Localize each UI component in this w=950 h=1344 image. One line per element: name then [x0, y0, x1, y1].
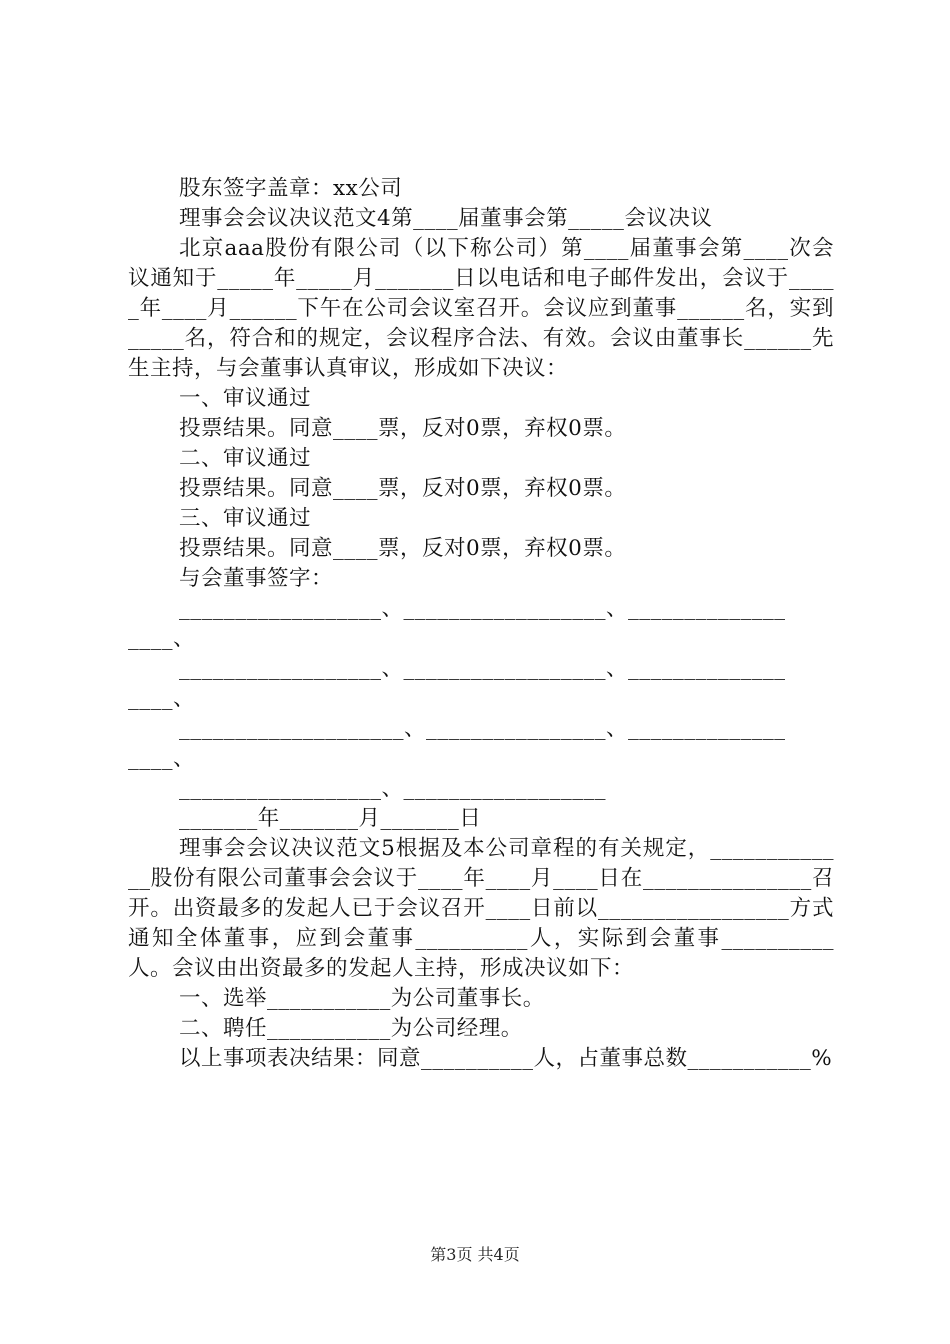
item-three-heading: 三、审议通过 — [179, 506, 312, 531]
item-one-vote-result: 投票结果。同意____票，反对0票，弃权0票。 — [179, 416, 627, 441]
item-one-heading: 一、审议通过 — [179, 386, 312, 411]
appoint-manager-line: 二、聘任___________为公司经理。 — [179, 1016, 523, 1041]
item-two-heading: 二、审议通过 — [179, 446, 312, 471]
directors-signature-label: 与会董事签字： — [179, 566, 334, 591]
signature-date-line: _______年_______月_______日 — [179, 806, 482, 831]
meeting-notice-paragraph: 北京aaa股份有限公司（以下称公司）第____届董事会第____次会议通知于_____年_____月_______日以电话和电子邮件发出，会议于_____年____月______下午在公司会议室召开。会议应到董事______名，实到_____名，符合和的规定，会议程序合法、有效。会议由董事长______先生主持，与会董事认真审议，形成如下决议： — [128, 236, 834, 381]
page-footer: 第3页 共4页 — [430, 1245, 520, 1264]
shareholder-signature-line: 股东签字盖章：xx公司 — [179, 176, 403, 201]
item-three-vote-result: 投票结果。同意____票，反对0票，弃权0票。 — [179, 536, 627, 561]
document-body — [128, 174, 834, 1074]
resolution-paragraph-5: 理事会会议决议范文5根据及本公司章程的有关规定，_____________股份有限公司董事会会议于____年____月____日在_______________召开。出资最多的发起人已于会议召开____日前以_________________方式通知全体董事，应到会董事__________人，实际到会董事__________人。会议由出资最多的发起人主持，形成决议如下： — [128, 836, 834, 981]
signature-row-1: __________________、__________________、______________ — [179, 596, 786, 621]
signature-row-2-cont: ____、 — [128, 686, 196, 711]
resolution-title-4: 理事会会议决议范文4第____届董事会第_____会议决议 — [179, 206, 713, 231]
signature-row-2: __________________、__________________、______________ — [179, 656, 786, 681]
vote-summary-line: 以上事项表决结果：同意__________人，占董事总数___________% — [179, 1046, 833, 1071]
signature-row-3-cont: ____、 — [128, 746, 196, 771]
signature-row-4: __________________、__________________ — [179, 776, 607, 801]
item-two-vote-result: 投票结果。同意____票，反对0票，弃权0票。 — [179, 476, 627, 501]
signature-block — [128, 594, 834, 804]
signature-row-3: ____________________、________________、______________ — [179, 716, 786, 741]
signature-row-1-cont: ____、 — [128, 626, 196, 651]
elect-chairman-line: 一、选举___________为公司董事长。 — [179, 986, 545, 1011]
